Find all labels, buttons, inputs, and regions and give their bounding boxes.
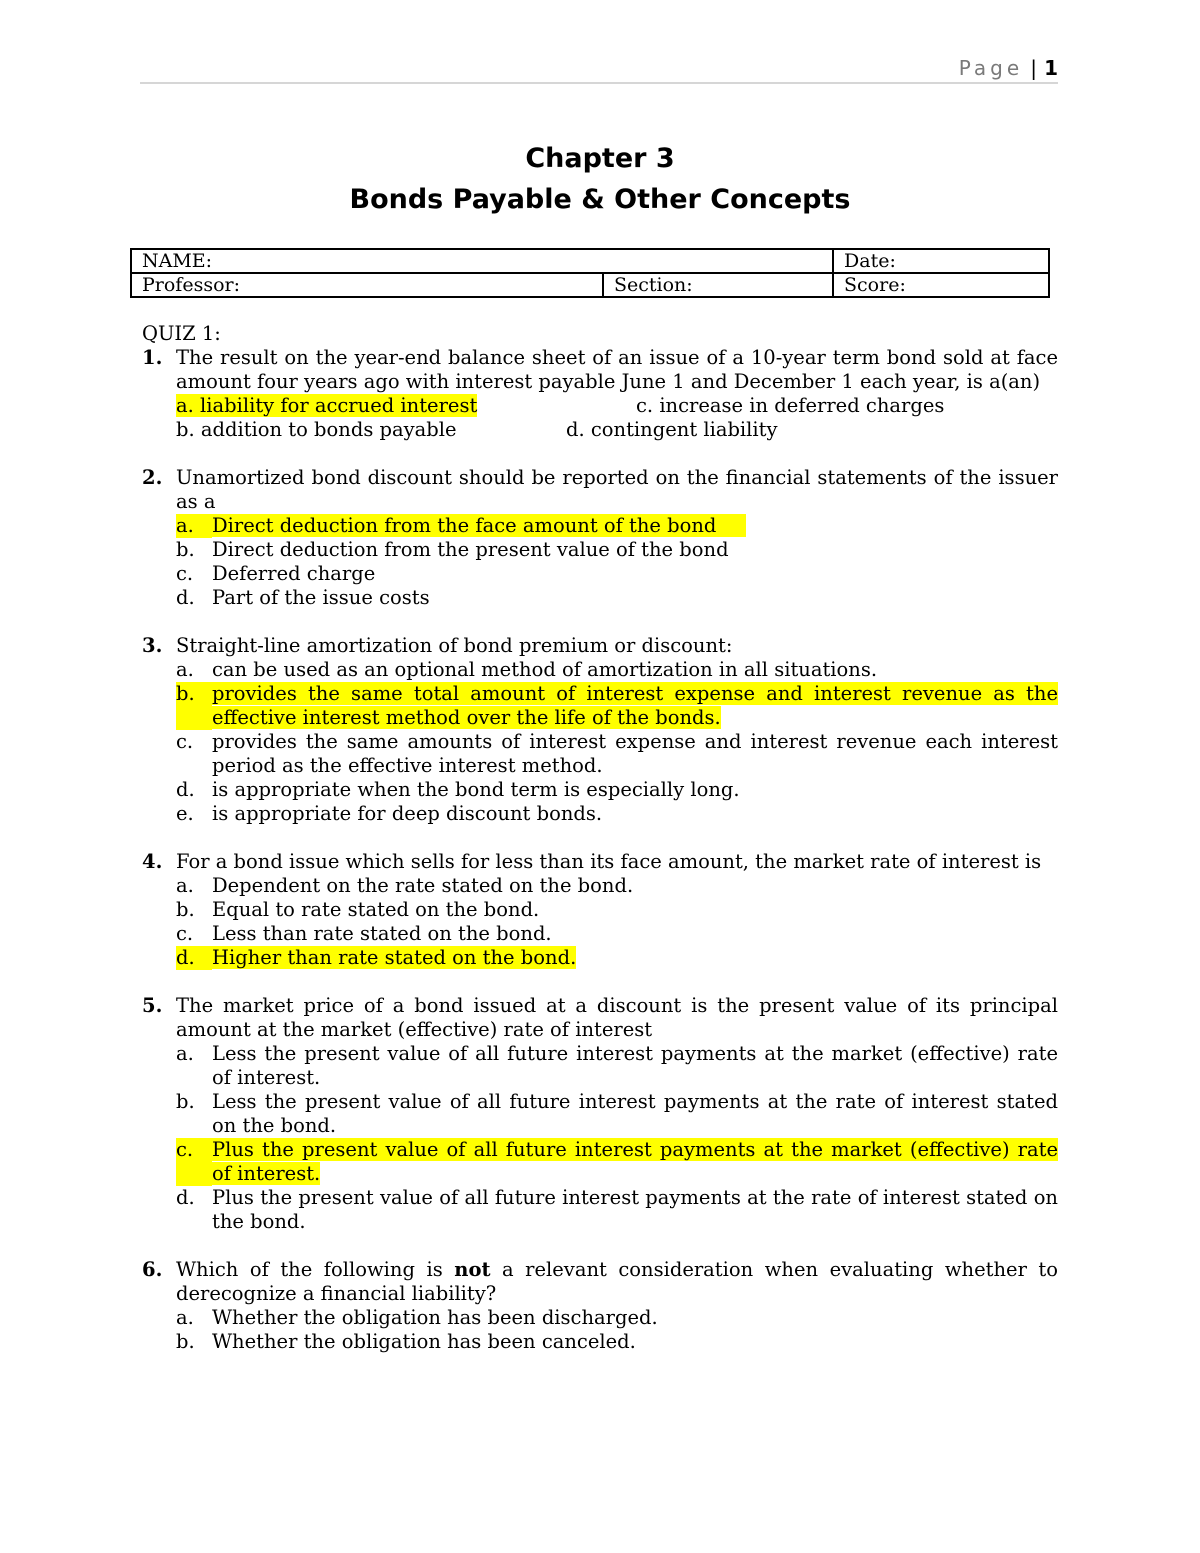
option-b[interactable] bbox=[176, 1090, 1058, 1138]
question-text: The market price of a bond issued at a discount is the present value of its principal amount at the market (effective) rate of interest bbox=[176, 994, 1058, 1041]
option-text: is appropriate when the bond term is especially long. bbox=[212, 778, 740, 801]
option-text: provides the same amounts of interest expense and interest revenue each interest period as the effective interest method. bbox=[212, 730, 1058, 777]
option-d[interactable] bbox=[176, 778, 1058, 802]
option-b[interactable] bbox=[176, 898, 1058, 922]
option-b[interactable] bbox=[176, 538, 1058, 562]
option-letter: c. bbox=[176, 562, 194, 585]
option-text: Plus the present value of all future interest payments at the market (effective) rate of interest. bbox=[212, 1138, 1058, 1185]
question-number: 5. bbox=[142, 994, 163, 1017]
page-number: 1 bbox=[1044, 56, 1058, 80]
option-a[interactable] bbox=[176, 1306, 1058, 1330]
option-d[interactable]: d. contingent liability bbox=[566, 418, 778, 441]
option-text: Higher than rate stated on the bond. bbox=[212, 946, 577, 969]
option-c[interactable]: c. increase in deferred charges bbox=[636, 394, 945, 417]
question-2 bbox=[142, 466, 1058, 610]
option-text: Dependent on the rate stated on the bond. bbox=[212, 874, 634, 897]
option-letter: d. bbox=[176, 778, 195, 801]
student-info-table bbox=[130, 248, 1050, 298]
option-letter: a. bbox=[176, 658, 194, 681]
option-a[interactable] bbox=[176, 874, 1058, 898]
option-a[interactable] bbox=[176, 658, 1058, 682]
option-d[interactable] bbox=[176, 586, 1058, 610]
option-c[interactable] bbox=[176, 562, 1058, 586]
question-number: 3. bbox=[142, 634, 163, 657]
chapter-title: Chapter 3 bbox=[525, 143, 675, 174]
option-letter: b. bbox=[176, 538, 195, 561]
option-c-correct[interactable] bbox=[176, 1138, 1058, 1186]
question-number: 6. bbox=[142, 1258, 163, 1281]
option-b[interactable] bbox=[176, 1330, 1058, 1354]
option-a-correct[interactable]: a. liability for accrued interest bbox=[176, 394, 478, 417]
question-text: Straight-line amortization of bond premium or discount: bbox=[176, 634, 733, 657]
option-text: Plus the present value of all future interest payments at the rate of interest stated on the bond. bbox=[212, 1186, 1058, 1233]
question-text bbox=[176, 1258, 1058, 1306]
question-6 bbox=[142, 1258, 1058, 1354]
question-text: The result on the year-end balance sheet of an issue of a 10-year term bond sold at face amount four years ago with interest payable June 1 and December 1 each year, is a(an) bbox=[176, 346, 1058, 393]
option-letter: c. bbox=[176, 730, 194, 753]
option-d-correct[interactable] bbox=[176, 946, 1058, 970]
question-text-part: Which of the following is bbox=[176, 1258, 455, 1281]
option-text: Whether the obligation has been canceled. bbox=[212, 1330, 636, 1353]
score-field[interactable]: Score: bbox=[833, 273, 1049, 297]
page-header bbox=[140, 56, 1058, 84]
professor-field[interactable]: Professor: bbox=[131, 273, 603, 297]
question-number: 4. bbox=[142, 850, 163, 873]
question-1 bbox=[142, 346, 1058, 442]
option-text: can be used as an optional method of amortization in all situations. bbox=[212, 658, 878, 681]
question-text-part: a relevant consideration when evaluating whether to derecognize a financial liability? bbox=[176, 1258, 1058, 1305]
option-b[interactable]: b. addition to bonds payable bbox=[176, 418, 457, 441]
option-e[interactable] bbox=[176, 802, 1058, 826]
option-letter: a. bbox=[176, 874, 194, 897]
option-letter: a. bbox=[176, 1042, 194, 1065]
option-letter: b. bbox=[176, 682, 212, 730]
option-text: Less the present value of all future interest payments at the rate of interest stated on the bond. bbox=[212, 1090, 1058, 1137]
option-letter: d. bbox=[176, 946, 212, 970]
question-number: 1. bbox=[142, 346, 163, 369]
option-text: Direct deduction from the face amount of the bond bbox=[212, 514, 746, 537]
option-a[interactable] bbox=[176, 1042, 1058, 1090]
question-5 bbox=[142, 994, 1058, 1234]
option-c[interactable] bbox=[176, 730, 1058, 778]
option-b-correct[interactable] bbox=[176, 682, 1058, 730]
name-field[interactable]: NAME: bbox=[131, 249, 833, 273]
question-number: 2. bbox=[142, 466, 163, 489]
quiz-content bbox=[142, 322, 1058, 1378]
question-3 bbox=[142, 634, 1058, 826]
option-letter: a. bbox=[176, 1306, 194, 1329]
date-field[interactable]: Date: bbox=[833, 249, 1049, 273]
question-text: Unamortized bond discount should be reported on the financial statements of the issuer as a bbox=[176, 466, 1058, 513]
option-letter: e. bbox=[176, 802, 194, 825]
option-letter: b. bbox=[176, 1330, 195, 1353]
option-letter: c. bbox=[176, 1138, 212, 1186]
quiz-label: QUIZ 1: bbox=[142, 322, 221, 345]
option-text: Whether the obligation has been discharged. bbox=[212, 1306, 658, 1329]
option-letter: d. bbox=[176, 586, 195, 609]
option-text: Less than rate stated on the bond. bbox=[212, 922, 552, 945]
section-field[interactable]: Section: bbox=[603, 273, 833, 297]
question-text: For a bond issue which sells for less than its face amount, the market rate of interest is bbox=[176, 850, 1042, 873]
option-text: is appropriate for deep discount bonds. bbox=[212, 802, 603, 825]
option-text: Less the present value of all future interest payments at the market (effective) rate of interest. bbox=[212, 1042, 1058, 1089]
option-letter: c. bbox=[176, 922, 194, 945]
question-4 bbox=[142, 850, 1058, 970]
option-a-correct[interactable] bbox=[176, 514, 1058, 538]
page-word: Page bbox=[958, 56, 1024, 80]
option-letter: d. bbox=[176, 1186, 195, 1209]
option-d[interactable] bbox=[176, 1186, 1058, 1234]
chapter-subtitle: Bonds Payable & Other Concepts bbox=[349, 184, 851, 215]
option-letter: b. bbox=[176, 1090, 195, 1113]
option-text: Deferred charge bbox=[212, 562, 376, 585]
option-text: Equal to rate stated on the bond. bbox=[212, 898, 540, 921]
option-text: provides the same total amount of interest expense and interest revenue as the effective interest method over the life of the bonds. bbox=[212, 682, 1058, 729]
option-c[interactable] bbox=[176, 922, 1058, 946]
option-text: Direct deduction from the present value of the bond bbox=[212, 538, 729, 561]
page-separator: | bbox=[1030, 56, 1037, 80]
question-text-emphasis: not bbox=[454, 1258, 491, 1281]
option-text: Part of the issue costs bbox=[212, 586, 430, 609]
option-letter: b. bbox=[176, 898, 195, 921]
option-letter: a. bbox=[176, 514, 212, 538]
